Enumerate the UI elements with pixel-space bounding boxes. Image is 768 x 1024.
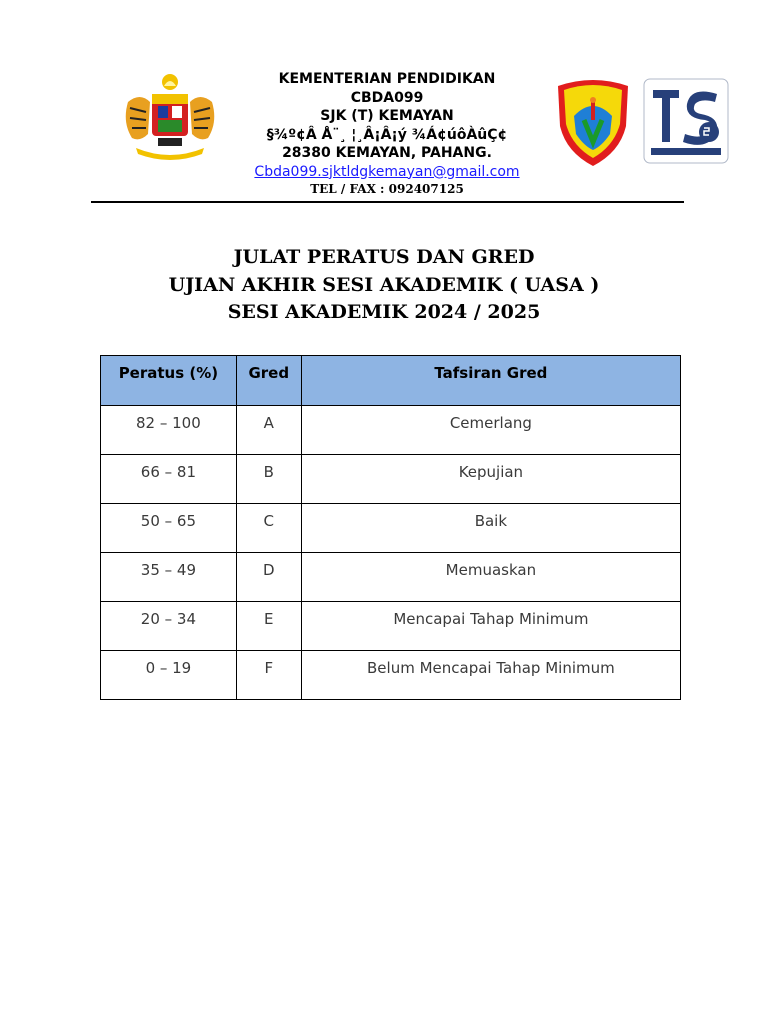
cell-interpretation: Kepujian [301, 455, 680, 504]
table-row [101, 455, 681, 504]
document-title [0, 244, 768, 327]
cell-percentage: 0 – 19 [101, 651, 237, 700]
cell-grade: B [236, 455, 301, 504]
email-link[interactable]: Cbda099.sjktldgkemayan@gmail.com [254, 163, 520, 180]
header-percentage: Peratus (%) [101, 356, 237, 406]
title-line-2: UJIAN AKHIR SESI AKADEMIK ( UASA ) [168, 273, 600, 296]
cell-interpretation: Baik [301, 504, 680, 553]
ministry-name: KEMENTERIAN PENDIDIKAN [278, 71, 496, 87]
title-line-3: SESI AKADEMIK 2024 / 2025 [227, 301, 541, 323]
cell-interpretation: Mencapai Tahap Minimum [301, 602, 680, 651]
cell-grade: E [236, 602, 301, 651]
table-row [101, 504, 681, 553]
grade-table [100, 355, 681, 700]
header-divider [91, 201, 684, 203]
letterhead [200, 70, 574, 197]
cell-interpretation: Cemerlang [301, 406, 680, 455]
school-code: CBDA099 [350, 89, 424, 106]
table-header-row [101, 356, 681, 406]
cell-grade: A [236, 406, 301, 455]
tel-fax: TEL / FAX : 092407125 [310, 181, 464, 196]
cell-percentage: 20 – 34 [101, 602, 237, 651]
cell-percentage: 82 – 100 [101, 406, 237, 455]
ts25-program-logo [643, 78, 729, 164]
cell-grade: C [236, 504, 301, 553]
header-grade: Gred [236, 356, 301, 406]
school-crest-logo [554, 76, 632, 168]
table-row [101, 406, 681, 455]
cell-grade: F [236, 651, 301, 700]
table-row [101, 553, 681, 602]
school-address: 28380 KEMAYAN, PAHANG. [282, 145, 492, 161]
cell-interpretation: Belum Mencapai Tahap Minimum [301, 651, 680, 700]
table-row [101, 602, 681, 651]
cell-percentage: 50 – 65 [101, 504, 237, 553]
cell-percentage: 35 – 49 [101, 553, 237, 602]
school-name: SJK (T) KEMAYAN [320, 108, 454, 124]
cell-percentage: 66 – 81 [101, 455, 237, 504]
table-row [101, 651, 681, 700]
school-name-alt: §¾º¢Â Å¨¸ ¦¸Â¡Â¡ý ¾Á¢úôÀûÇ¢ [266, 126, 508, 143]
cell-interpretation: Memuaskan [301, 553, 680, 602]
header-interpretation: Tafsiran Gred [301, 356, 680, 406]
cell-grade: D [236, 553, 301, 602]
title-line-1: JULAT PERATUS DAN GRED [233, 246, 535, 268]
